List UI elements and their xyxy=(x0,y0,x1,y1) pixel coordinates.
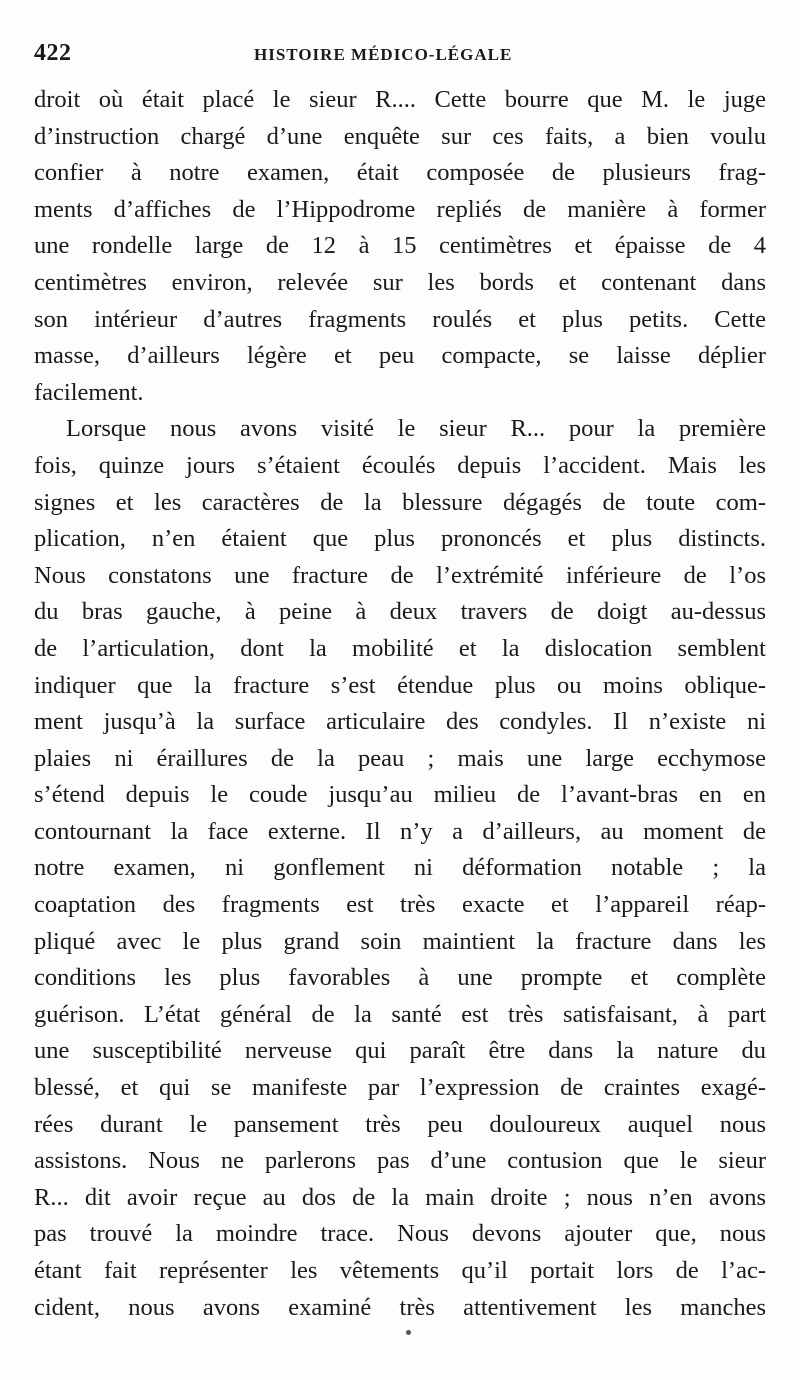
paragraph-start-line: Lorsque nous avons visité le sieur R... pour la première xyxy=(66,415,766,443)
text-line: pliqué avec le plus grand soin maintient la fracture dans les xyxy=(34,927,766,955)
text-line: étant fait représenter les vêtements qu’il portait lors de l’ac- xyxy=(34,1257,766,1284)
body-text xyxy=(34,82,766,1326)
text-line: R... dit avoir reçue au dos de la main droite ; nous n’en avons xyxy=(34,1183,766,1211)
text-line: du bras gauche, à peine à deux travers de doigt au-dessus xyxy=(34,598,766,626)
text-line: confier à notre examen, était composée de plusieurs frag- xyxy=(34,159,766,187)
page-header xyxy=(34,40,774,76)
text-line: indiquer que la fracture s’est étendue plus ou moins oblique- xyxy=(34,671,766,699)
text-line: assistons. Nous ne parlerons pas d’une contusion que le sieur xyxy=(34,1147,766,1175)
text-line: une susceptibilité nerveuse qui paraît être dans la nature du xyxy=(34,1037,766,1065)
text-line: rées durant le pansement très peu douloureux auquel nous xyxy=(34,1110,766,1138)
text-line: coaptation des fragments est très exacte et l’appareil réap- xyxy=(34,891,766,919)
text-line: Nous constatons une fracture de l’extrémité inférieure de l’os xyxy=(34,561,766,589)
text-line: son intérieur d’autres fragments roulés et plus petits. Cette xyxy=(34,305,766,333)
text-line: s’étend depuis le coude jusqu’au milieu de l’avant-bras en en xyxy=(34,781,766,809)
page-number: 422 xyxy=(34,40,72,66)
text-line: contournant la face externe. Il n’y a d’ailleurs, au moment de xyxy=(34,817,766,845)
text-line: une rondelle large de 12 à 15 centimètres et épaisse de 4 xyxy=(34,232,766,260)
text-line: ments d’affiches de l’Hippodrome repliés de manière à former xyxy=(34,195,766,223)
text-line: pas trouvé la moindre trace. Nous devons ajouter que, nous xyxy=(34,1220,766,1248)
text-line: conditions les plus favorables à une prompte et complète xyxy=(34,964,766,992)
text-line: guérison. L’état général de la santé est très satisfaisant, à part xyxy=(34,1000,766,1028)
text-line: blessé, et qui se manifeste par l’expression de craintes exagé- xyxy=(34,1074,766,1102)
text-line: cident, nous avons examiné très attentivement les manches xyxy=(34,1293,766,1321)
text-line: ment jusqu’à la surface articulaire des condyles. Il n’existe ni xyxy=(34,708,766,736)
text-line: signes et les caractères de la blessure dégagés de toute com- xyxy=(34,488,766,516)
text-line: d’instruction chargé d’une enquête sur ces faits, a bien voulu xyxy=(34,122,766,150)
text-line: fois, quinze jours s’étaient écoulés depuis l’accident. Mais les xyxy=(34,451,766,479)
text-line: plication, n’en étaient que plus prononcés et plus distincts. xyxy=(34,525,766,553)
text-line: centimètres environ, relevée sur les bords et contenant dans xyxy=(34,268,766,296)
text-line: de l’articulation, dont la mobilité et la dislocation semblent xyxy=(34,634,766,662)
running-title: HISTOIRE MÉDICO-LÉGALE xyxy=(254,45,513,64)
text-line: droit où était placé le sieur R.... Cette bourre que M. le juge xyxy=(34,86,766,113)
text-line: notre examen, ni gonflement ni déformation notable ; la xyxy=(34,854,766,882)
text-line: plaies ni éraillures de la peau ; mais une large ecchymose xyxy=(34,744,766,772)
paragraph-end-line: facilement. xyxy=(34,378,144,406)
ink-dot xyxy=(406,1330,411,1335)
text-line: masse, d’ailleurs légère et peu compacte, se laisse déplier xyxy=(34,342,766,370)
